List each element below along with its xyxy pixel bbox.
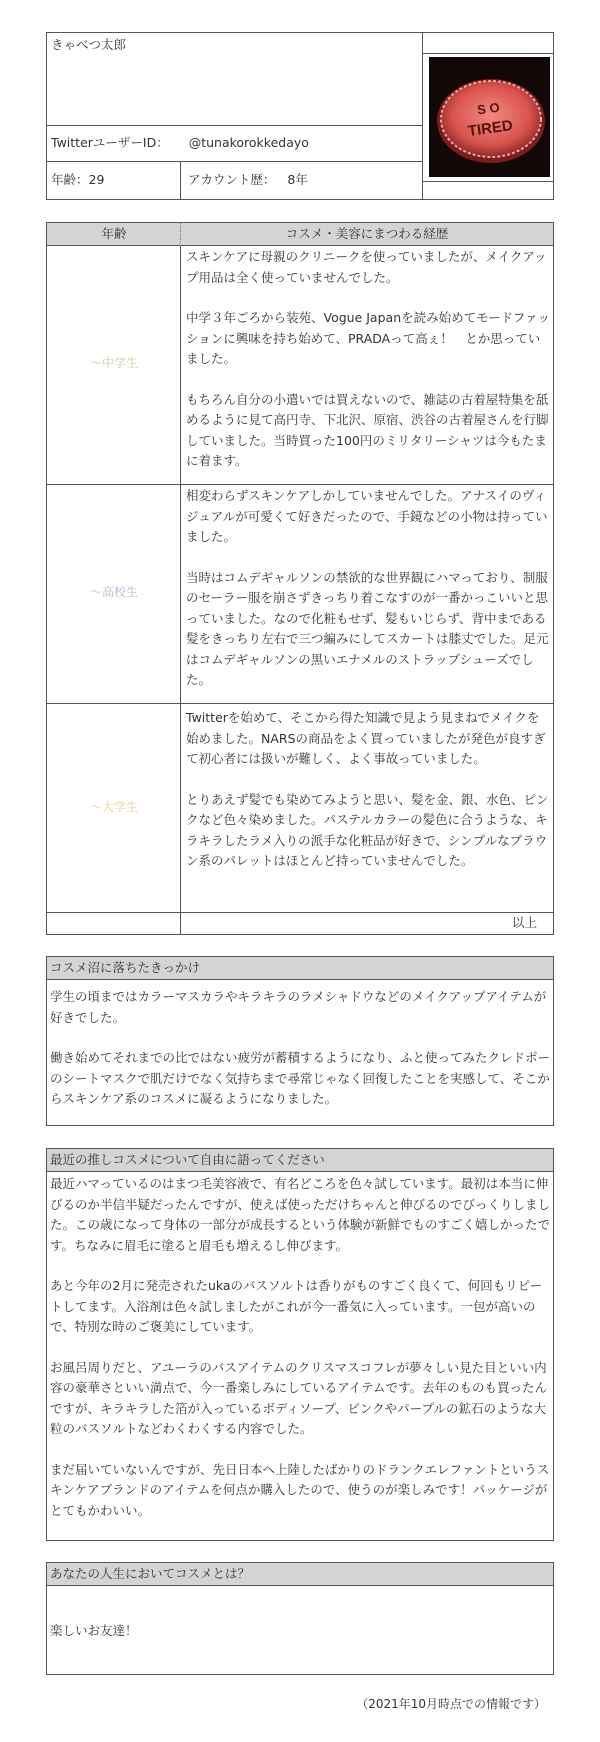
twitter-row xyxy=(51,133,421,154)
paragraph: 当時はコムデギャルソンの禁欲的な世界観にハマっており、制服のセーラー服を崩さずきっちり着こなすのが一番かっこいいと思っていました。なので化粧もせず、髪もいじらず、背中まである髪をきっちり左右で三つ編みにしてスカートは膝丈でした。足元はコムデギャルソンの黒いエナメルのストラップシューズでした。 xyxy=(186,569,549,687)
life-section xyxy=(46,1562,554,1675)
history-row-high-school xyxy=(47,485,553,703)
stage-label: ～中学生 xyxy=(89,356,138,370)
paragraph: とりあえず髪でも染めてみようと思い、髪を金、銀、水色、ピンクなど色々染めました。パステルカラーの髪色に合うような、キラキラしたラメ入りの派手な化粧品が好きで、シンプルなブラウン系のパレットはほとんど持っていませんでした。 xyxy=(186,791,549,868)
stage-label: ～高校生 xyxy=(89,585,138,599)
footer-note: （2021年10月時点での情報です） xyxy=(356,1697,546,1711)
account-history-label: アカウント歴： xyxy=(188,172,276,187)
paragraph: 中学３年ごろから装苑、Vogue Japanを読み始めてモードファッションに興味を持ち始めて、PRADAって高ぇ！ とか思っていました。 xyxy=(186,310,550,366)
trigger-title: コスメ沼に落ちたきっかけ xyxy=(47,957,553,980)
life-answer: 楽しいお友達！ xyxy=(50,1623,138,1638)
recommend-title: 最近の推しコスメについて自由に語ってください xyxy=(47,1149,553,1172)
paragraph: 相変わらずスキンケアしかしていませんでした。アナスイのヴィジュアルが可愛くて好きだったので、手鏡などの小物は持っていました。 xyxy=(186,488,548,544)
twitter-id[interactable]: @tunakorokkedayo xyxy=(188,135,309,150)
paragraph: 最近ハマっているのはまつ毛美容液で、有名どころを色々試しています。最初は本当に伸びるのか半信半疑だったんですが、使えば使っただけちゃんと伸びるのでびっくりしました。この歳になって身体の一部分が成長するという体験が新鮮でものすごく嬉しかったです。ちなみに眉毛に塗ると眉毛も増えるし伸びます。 xyxy=(50,1176,551,1253)
stage-description xyxy=(186,486,550,691)
paragraph: あと今年の2月に発売されたukaのバスソルトは香りがものすごく良くて、何回もリピートしてます。入浴剤は色々試しましたがこれが今一番気に入っています。一包が高いので、特別な時のご褒美にしています。 xyxy=(50,1278,543,1334)
stage-description xyxy=(186,708,550,872)
paragraph: Twitterを始めて、そこから得た知識で見よう見まねでメイクを始めました。NARSの商品をよく買っていましたが発色が良すぎて初心者には扱いが難しく、よく事故っていました。 xyxy=(186,710,546,766)
paragraph: 働き始めてそれまでの比ではない疲労が蓄積するようになり、ふと使ってみたクレドポーのシートマスクで肌だけでなく気持ちまで尋常じゃなく回復したことを実感して、そこからスキンケア系のコスメに凝るようになりました。 xyxy=(50,1050,551,1106)
account-history xyxy=(188,170,308,191)
history-row-university xyxy=(47,704,553,911)
paragraph: 学生の頃まではカラーマスカラやキラキラのラメシャドウなどのメイクアップアイテムが好きでした。 xyxy=(50,989,547,1025)
recommend-section xyxy=(46,1148,554,1541)
avatar xyxy=(429,57,550,177)
col-age-header: 年齢 xyxy=(101,226,127,241)
paragraph: スキンケアに母親のクリニークを使っていましたが、メイクアップ用品は全く使っていませんでした。 xyxy=(186,249,547,285)
account-history-value: 8年 xyxy=(287,172,308,187)
twitter-label: TwitterユーザーID： xyxy=(51,135,169,150)
stage-label: ～大学生 xyxy=(89,800,138,814)
end-label: 以上 xyxy=(511,915,537,930)
trigger-body xyxy=(50,987,550,1110)
history-table-header xyxy=(47,223,553,246)
history-table xyxy=(46,222,554,935)
avatar-text-line1: S O xyxy=(476,99,501,118)
life-title: あなたの人生においてコスメとは？ xyxy=(47,1563,553,1586)
col-history-header: コスメ・美容にまつわる経歴 xyxy=(285,226,449,241)
paragraph: お風呂周りだと、アユーラのバスアイテムのクリスマスコフレが夢々しい見た目といい内容の豪華さといい満点で、今一番楽しみにしているアイテムです。去年のものも買ったんですが、キラキラした箔が入っているボディソープ、ピンクやパープルの鉱石のような大粒のバスソルトなどわくわくする内容でした。 xyxy=(50,1359,548,1436)
history-row-junior-high xyxy=(47,246,553,484)
avatar-text-line2: TIRED xyxy=(466,116,514,141)
trigger-section xyxy=(46,956,554,1126)
paragraph: まだ届いていないんですが、先日日本へ上陸したばかりのドランクエレファントというスキンケアブランドのアイテムを何点か購入したので、使うのが楽しみです！パッケージがとてもかわいい。 xyxy=(50,1461,550,1518)
stage-description xyxy=(186,247,550,472)
paragraph: もちろん自分の小遣いでは買えないので、雑誌の古着屋特集を舐めるように見て高円寺、下北沢、原宿、渋谷の古着屋さんを行脚していました。当時買った100円のミリタリーシャツは今もたまに着ます。 xyxy=(186,391,549,468)
profile-box xyxy=(46,32,554,200)
recommend-body xyxy=(50,1174,550,1521)
age-label: 年齢：29 xyxy=(51,172,105,187)
profile-name: きゃべつ太郎 xyxy=(51,37,127,52)
avatar-image xyxy=(429,57,550,177)
